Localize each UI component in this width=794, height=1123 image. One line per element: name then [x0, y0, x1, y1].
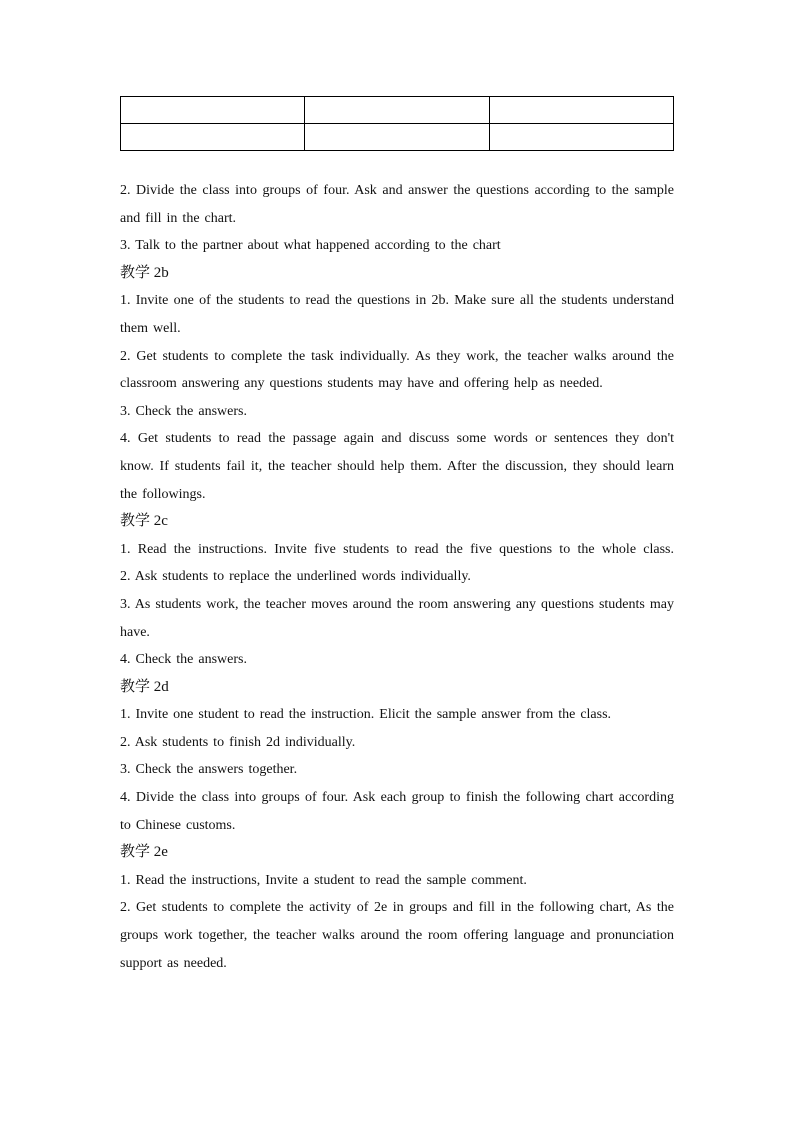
paragraph: 1. Read the instructions, Invite a student to read the sample comment. — [120, 872, 527, 888]
table-cell — [121, 124, 305, 151]
paragraph: 1. Invite one of the students to read the questions in 2b. Make sure all the students understand them well. — [120, 293, 674, 336]
paragraph: 4. Divide the class into groups of four. Ask each group to finish the following chart according to Chinese customs. — [120, 790, 674, 833]
paragraph: 3. Check the answers. — [120, 403, 247, 419]
paragraph: 2. Get students to complete the activity of 2e in groups and fill in the following chart, As the groups work together, the teacher walks around the room offering language and pronunciation support as needed. — [120, 900, 674, 971]
section-heading: 教学 2e — [120, 844, 168, 861]
section-heading: 教学 2b — [120, 264, 169, 281]
paragraph: 2. Divide the class into groups of four. Ask and answer the questions according to the sample and fill in the chart. — [120, 183, 674, 226]
paragraph: 3. Talk to the partner about what happened according to the chart — [120, 238, 501, 254]
table-row — [121, 124, 674, 151]
paragraph: 1. Invite one student to read the instruction. Elicit the sample answer from the class. — [120, 707, 612, 723]
paragraph: 2. Ask students to replace the underlined words individually. — [120, 569, 471, 585]
section-heading: 教学 2d — [120, 678, 169, 695]
section-heading: 教学 2c — [120, 513, 168, 530]
paragraph: 2. Ask students to finish 2d individually. — [120, 734, 356, 750]
blank-table — [120, 96, 674, 151]
paragraph: 4. Check the answers. — [120, 652, 247, 668]
paragraph: 3. Check the answers together. — [120, 762, 298, 778]
table-cell — [489, 97, 673, 124]
table-cell — [305, 97, 489, 124]
table-row — [121, 97, 674, 124]
document-body — [120, 177, 674, 977]
paragraph: 2. Get students to complete the task individually. As they work, the teacher walks around the classroom answering any questions students may have and offering help as needed. — [120, 348, 674, 392]
table-cell — [305, 124, 489, 151]
table-cell — [489, 124, 673, 151]
paragraph: 3. As students work, the teacher moves around the room answering any questions students may have. — [120, 596, 674, 640]
table-cell — [121, 97, 305, 124]
paragraph: 1. Read the instructions. Invite five students to read the five questions to the whole class. — [120, 541, 674, 557]
paragraph: 4. Get students to read the passage again and discuss some words or sentences they don't know. If students fail it, the teacher should help them. After the discussion, they should learn the followings. — [120, 431, 674, 502]
